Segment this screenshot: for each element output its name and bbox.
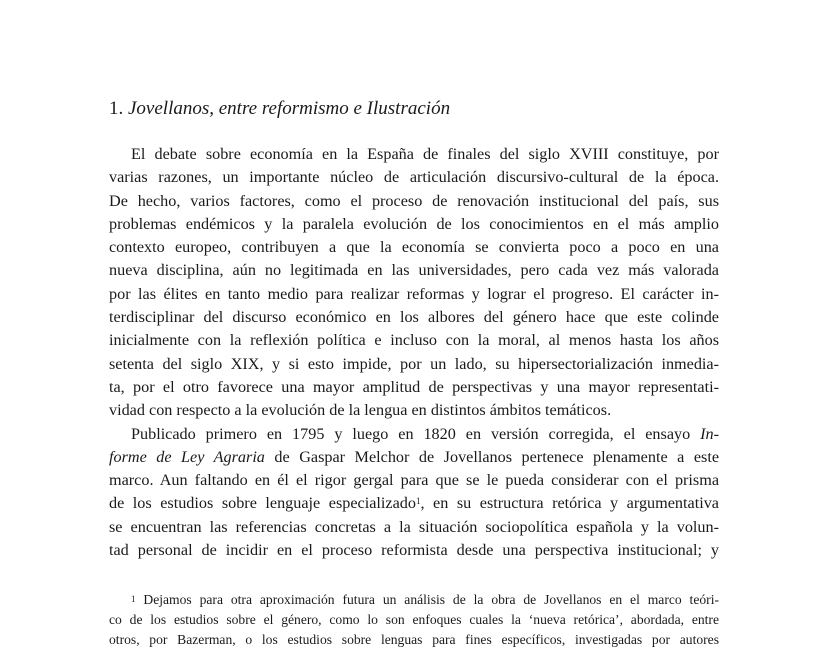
text-segment: de Gaspar Melchor de Jovellanos pertenece plenamente a este	[274, 447, 719, 466]
text-line: contexto europeo, contribuyen a que la economía se convierta poco a poco en una	[109, 238, 719, 257]
section-title: Jovellanos, entre reformismo e Ilustración	[128, 98, 451, 119]
text-line: se encuentran las referencias concretas a la situación sociopolítica española y la volun-	[109, 517, 719, 536]
paragraph-2	[109, 423, 719, 563]
text-segment: de los estudios sobre lenguaje especializado	[109, 494, 416, 513]
paragraph-1	[109, 143, 719, 423]
book-title-part: In-	[700, 424, 720, 443]
text-line: por las élites en tanto medio para realizar reformas y lograr el progreso. El carácter in-	[109, 284, 719, 303]
footnote-line: otros, por Bazerman, o los estudios sobre lenguas para fines específicos, investigadas por autores	[109, 632, 719, 647]
text-line: De hecho, varios factores, como el proceso de renovación institucional del país, sus	[109, 191, 719, 210]
text-line: El debate sobre economía en la España de finales del siglo XVIII constituye, por	[131, 145, 719, 163]
text-line: nueva disciplina, aún no legitimada en las universidades, pero cada vez más valorada	[109, 261, 719, 280]
text-line: ta, por el otro favorece una mayor amplitud de perspectivas y una mayor representati-	[109, 377, 719, 396]
text-segment: , en su estructura retórica y argumentativa	[420, 494, 719, 513]
text-line: tad personal de incidir en el proceso reformista desde una perspectiva institucional; y	[109, 541, 719, 560]
text-line	[109, 492, 719, 515]
footnote-line	[109, 590, 719, 610]
text-line: vidad con respecto a la evolución de la lengua en distintos ámbitos temáticos.	[109, 401, 612, 420]
text-line	[109, 423, 719, 446]
footnotes	[109, 590, 719, 650]
footnote-text: Dejamos para otra aproximación futura un análisis de la obra de Jovellanos en el marco teóri-	[143, 592, 719, 607]
footnote-number: 1	[131, 594, 136, 604]
section-number: 1.	[109, 98, 124, 119]
text-segment: Publicado primero en 1795 y luego en 1820 en versión corregida, el ensayo	[131, 424, 691, 443]
body-text	[109, 143, 719, 562]
document-page	[109, 0, 720, 647]
book-title-part: forme de Ley Agraria	[109, 447, 265, 466]
text-line: setenta del siglo XIX, y si esto impide, por un lado, su hipersectorialización inmedia-	[109, 354, 719, 373]
text-line: marco. Aun faltando en él el rigor gergal para que se le pueda considerar con el prisma	[109, 471, 719, 490]
footnote-reference[interactable]: 1	[415, 496, 421, 507]
text-line	[109, 446, 719, 469]
text-line: problemas endémicos y la paralela evolución de los conocimientos en el más amplio	[109, 214, 719, 233]
text-line: varias razones, un importante núcleo de articulación discursivo-cultural de la época.	[109, 168, 719, 187]
text-line: terdisciplinar del discurso económico en los albores del género hace que este colinde	[109, 308, 719, 327]
text-line: inicialmente con la reflexión política e incluso con la moral, al menos hasta los años	[109, 331, 719, 350]
footnote-line: co de los estudios sobre el género, como lo son enfoques cuales la ‘nueva retórica’, abordada, entre	[109, 612, 719, 627]
section-heading	[109, 96, 450, 122]
